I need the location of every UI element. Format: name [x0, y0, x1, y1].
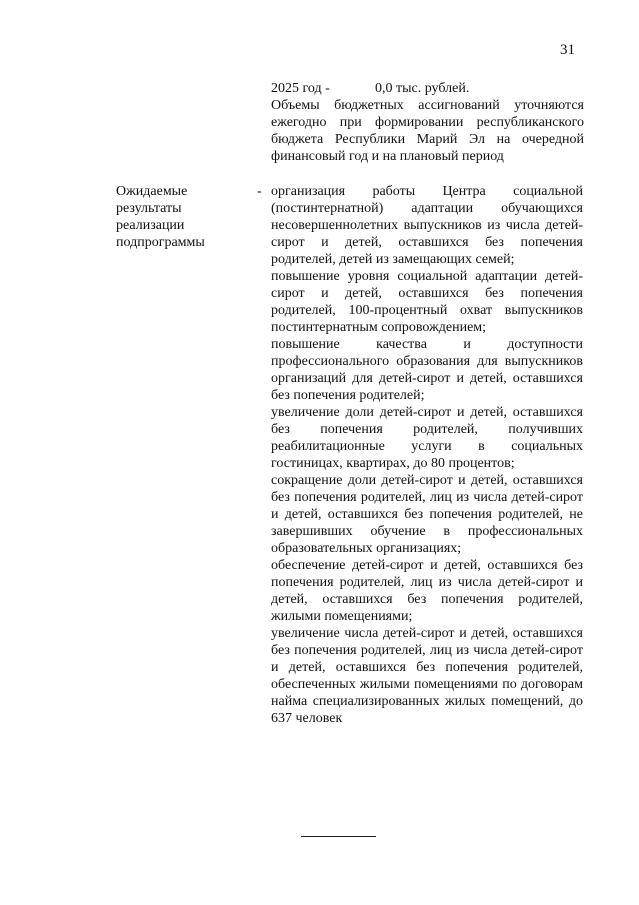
footer-rule [301, 836, 376, 837]
separator-dash: - [257, 184, 262, 199]
result-item: увеличение доли детей-сирот и детей, оставшихся без попечения родителей, получивших реабилитационные услуги в социальных гостиницах, квартирах, до 80 процентов; [271, 405, 583, 471]
label-line: подпрограммы [116, 235, 205, 250]
page-number: 31 [560, 42, 575, 58]
result-item: повышение уровня социальной адаптации детей-сирот и детей, оставшихся без попечения родителей, 100-процентный охват выпускников постинтернатным сопровождением; [271, 269, 583, 335]
result-item: обеспечение детей-сирот и детей, оставшихся без попечения родителей, лиц из числа детей-сирот и детей, оставшихся без попечения родителей, жилыми помещениями; [271, 558, 583, 624]
budget-year: 2025 год - [271, 81, 330, 96]
budget-note: Объемы бюджетных ассигнований уточняются ежегодно при формировании республиканского бюджета Республики Марий Эл на очередной финансовый год и на плановый период [271, 98, 584, 164]
budget-amount: 0,0 тыс. рублей. [375, 81, 470, 96]
result-item: сокращение доли детей-сирот и детей, оставшихся без попечения родителей, лиц из числа детей-сирот и детей, оставшихся без попечения родителей, не завершивших обучение в профессиональных образовательных организациях; [271, 473, 583, 556]
result-item: повышение качества и доступности профессионального образования для выпускников организаций для детей-сирот и детей, оставшихся без попечения родителей; [271, 337, 583, 403]
budget-year-line [271, 80, 584, 97]
budget-block [271, 80, 584, 165]
expected-results-list [271, 183, 583, 727]
expected-results-label [116, 183, 236, 251]
label-line: реализации [116, 218, 185, 233]
label-line: результаты [116, 201, 182, 216]
label-line: Ожидаемые [116, 184, 188, 199]
result-item: организация работы Центра социальной (постинтернатной) адаптации обучающихся несовершеннолетних выпускников из числа детей-сирот и детей, оставшихся без попечения родителей, детей из замещающих семей; [271, 184, 583, 267]
result-item: увеличение числа детей-сирот и детей, оставшихся без попечения родителей, лиц из числа детей-сирот и детей, оставшихся без попечения родителей, обеспеченных жилыми помещениями по договорам найма специализированных жилых помещений, до 637 человек [271, 626, 583, 726]
